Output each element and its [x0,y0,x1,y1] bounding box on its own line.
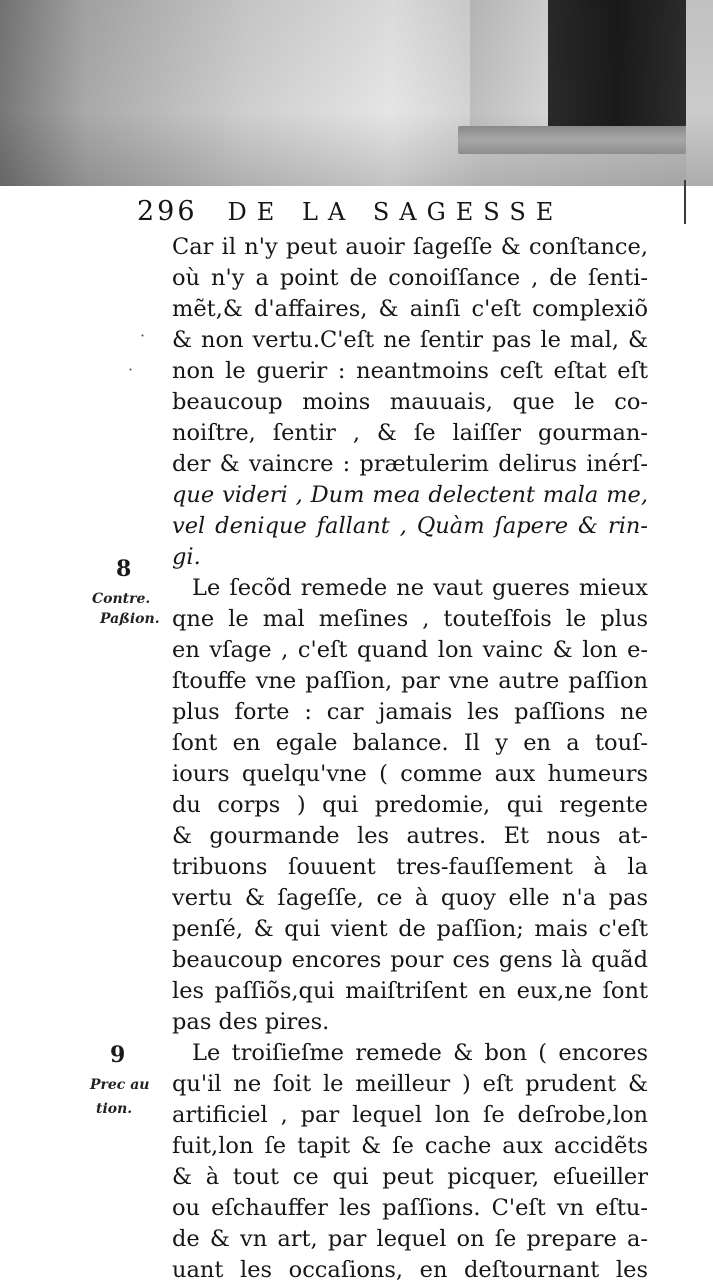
text-line: fuit,lon ſe tapit & ſe cache aux accidẽts [172,1133,648,1159]
text-line: beaucoup moins mauuais, que le co- [172,389,648,415]
text-line: ſont en egale balance. Il y en a touſ- [172,730,648,756]
text-line: non le guerir : neantmoins ceſt eſtat eſt [172,358,648,384]
page-number: 296 [137,196,198,227]
text-line: gi. [172,544,201,570]
scan-shadow-fade [0,0,713,186]
margin-mark: · [128,360,134,379]
body-text [172,232,648,1280]
text-line: qu'il ne ſoit le meilleur ) eſt prudent & [172,1071,648,1097]
text-line: beaucoup encores pour ces gens là quãd [172,947,648,973]
text-line: noiſtre, ſentir , & ſe laiſſer gourman- [172,420,648,446]
text-line: & gourmande les autres. Et nous at- [172,823,648,849]
text-line: vertu & ſageſſe, ce à quoy elle n'a pas [172,885,648,911]
text-line: Le troiſieſme remede & bon ( encores [192,1040,648,1066]
text-line: iours quelqu'vne ( comme aux humeurs [172,761,648,787]
text-line: où n'y a point de conoiſſance , de ſenti- [172,265,648,291]
text-line: qne le mal meſines , touteſfois le plus [172,606,648,632]
text-line: der & vaincre : prætulerim delirus inérſ- [172,451,648,477]
page-edge-rule [684,180,686,224]
margin-note-9-line-2: tion. [96,1101,133,1117]
text-line: vel denique fallant , Quàm ſapere & rin- [172,513,648,539]
margin-note-9-line-1: Prec au [90,1077,150,1093]
running-head: DE LA SAGESSE [227,198,564,226]
text-line: ſtouffe vne paſſion, par vne autre paſſion [172,668,648,694]
text-line: de & vn art, par lequel on ſe prepare a- [172,1226,648,1252]
text-line: pas des pires. [172,1009,330,1035]
margin-mark: · [140,326,146,345]
margin-note-8-line-2: Paßion. [100,611,160,627]
text-line: Car il n'y peut auoir ſageſſe & conſtance, [172,234,648,260]
text-line: en vſage , c'eſt quand lon vainc & lon e- [172,637,648,663]
text-line: uant les occaſions, en deſtournant les [172,1257,648,1280]
text-line: du corps ) qui predomie, qui regente [172,792,648,818]
margin-note-9-number: 9 [110,1042,126,1068]
text-line: Le ſecõd remede ne vaut gueres mieux [192,575,648,601]
text-line: ou eſchauffer les paſſions. C'eſt vn eſtu- [172,1195,648,1221]
text-line: que videri , Dum mea delectent mala me, [172,482,648,508]
text-line: tribuons ſouuent tres-fauſſement à la [172,854,648,880]
margin-note-8-line-1: Contre. [92,591,151,607]
text-line: plus forte : car jamais les paſſions ne [172,699,648,725]
text-line: & non vertu.C'eſt ne ſentir pas le mal, & [172,327,648,353]
text-line: penſé, & qui vient de paſſion; mais c'eſt [172,916,648,942]
text-line: & à tout ce qui peut picquer, eſueiller [172,1164,648,1190]
text-line: mẽt,& d'affaires, & ainſi c'eſt complexiõ [172,296,648,322]
page-header [137,196,567,236]
text-line: les paſſiõs,qui maiſtriſent en eux,ne ſont [172,978,648,1004]
text-line: artificiel , par lequel lon ſe deſrobe,lon [172,1102,648,1128]
margin-note-8-number: 8 [116,556,132,582]
